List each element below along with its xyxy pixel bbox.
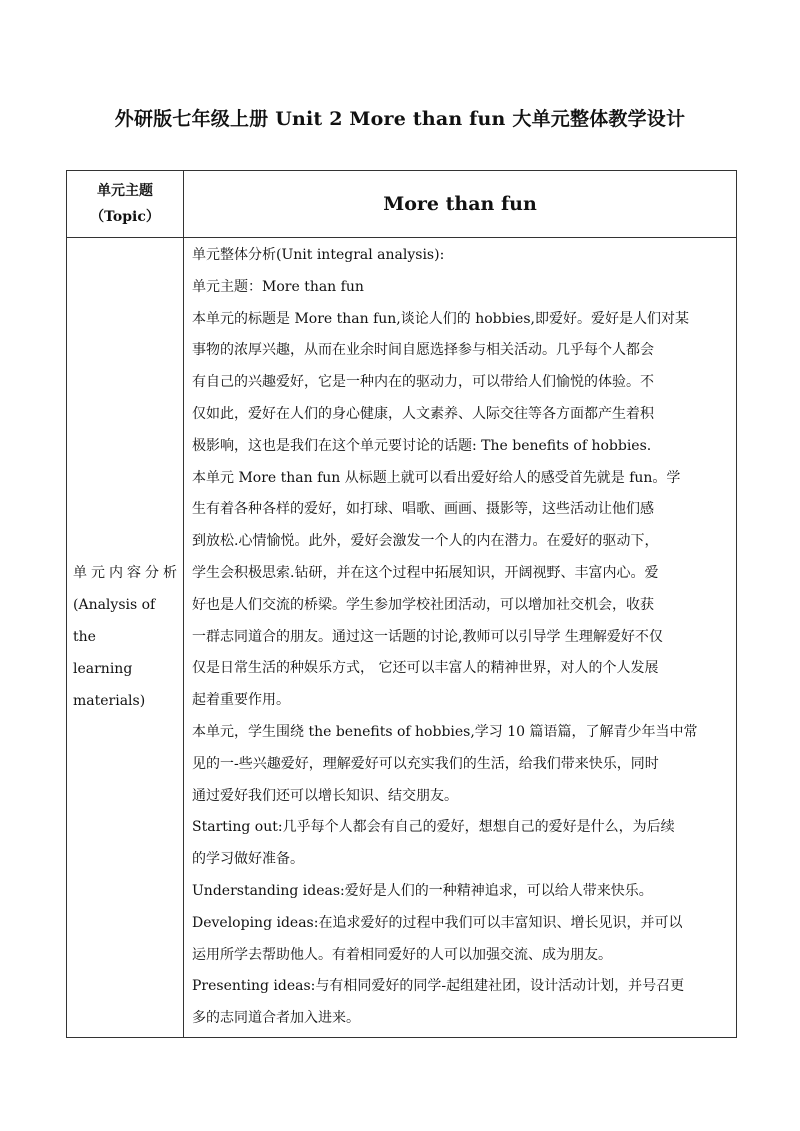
analysis-paragraph xyxy=(192,876,728,908)
paragraph-line: 仅如此，爱好在人们的身心健康，人文素养、人际交往等各方面都产生着积 xyxy=(192,405,654,422)
analysis-paragraph xyxy=(192,717,728,812)
topic-label-cell xyxy=(67,171,184,238)
paragraph-line: 极影响，这也是我们在这个单元要讨论的话题: The benefits of hobbies. xyxy=(192,437,652,454)
paragraph-line: Presenting ideas:与有相同爱好的同学-起组建社团，设计活动计划，并号召更 xyxy=(192,978,685,995)
paragraph-line: 的学习做好准备。 xyxy=(192,851,304,868)
paragraph-line: 起着重要作用。 xyxy=(192,692,290,709)
analysis-paragraph xyxy=(192,463,728,717)
topic-value: More than fun xyxy=(383,193,537,215)
paragraph-line: Understanding ideas:爱好是人们的一种精神追求，可以给人带来快乐。 xyxy=(192,882,653,899)
paragraph-line: 本单元的标题是 More than fun,谈论人们的 hobbies,即爱好。爱好是人们对某 xyxy=(192,310,689,327)
analysis-label-cn: 单元内容分析 xyxy=(73,565,177,582)
analysis-paragraph xyxy=(192,908,728,972)
paragraph-line: 单元整体分析(Unit integral analysis): xyxy=(192,247,445,263)
analysis-paragraph xyxy=(192,272,728,304)
topic-label-en: （Topic） xyxy=(90,209,160,225)
paragraph-line: 仅是日常生活的种娱乐方式， 它还可以丰富人的精神世界，对人的个人发展 xyxy=(192,660,659,677)
paragraph-line: 事物的浓厚兴趣，从而在业余时间自愿选择参与相关活动。几乎每个人都会 xyxy=(192,342,654,359)
paragraph-line: 多的志同道合者加入进来。 xyxy=(192,1010,360,1027)
analysis-paragraph xyxy=(192,971,728,1035)
paragraph-line: 一群志同道合的朋友。通过这一话题的讨论,教师可以引导学 生理解爱好不仅 xyxy=(192,628,663,645)
paragraph-line: 本单元，学生围绕 the benefits of hobbies,学习 10 篇语篇，了解青少年当中常 xyxy=(192,723,698,740)
paragraph-line: 单元主题：More than fun xyxy=(192,278,364,295)
paragraph-line: 生有着各种各样的爱好，如打球、唱歌、画画、摄影等，这些活动让他们感 xyxy=(192,501,654,518)
lesson-design-table xyxy=(66,170,737,1038)
topic-value-cell xyxy=(184,171,737,238)
analysis-paragraph xyxy=(192,240,728,272)
paragraph-line: 见的一-些兴趣爱好，理解爱好可以充实我们的生活，给我们带来快乐，同时 xyxy=(192,755,659,772)
paragraph-line: 通过爱好我们还可以增长知识、结交朋友。 xyxy=(192,787,458,804)
document-title: 外研版七年级上册 Unit 2 More than fun 大单元整体教学设计 xyxy=(114,108,686,130)
analysis-label-en-1: (Analysis of the xyxy=(73,597,156,646)
paragraph-line: 本单元 More than fun 从标题上就可以看出爱好给人的感受首先就是 fun。学 xyxy=(192,469,681,486)
analysis-label-cell xyxy=(67,238,184,1038)
paragraph-line: 到放松.心情愉悦。此外，爱好会激发一个人的内在潜力。在爱好的驱动下， xyxy=(192,533,659,550)
paragraph-line: 有自己的兴趣爱好，它是一种内在的驱动力，可以带给人们愉悦的体验。不 xyxy=(192,374,654,391)
paragraph-line: Starting out:几乎每个人都会有自己的爱好，想想自己的爱好是什么，为后续 xyxy=(192,819,675,836)
analysis-paragraph xyxy=(192,304,728,463)
paragraph-line: 好也是人们交流的桥梁。学生参加学校社团活动，可以增加社交机会，收获 xyxy=(192,596,654,613)
topic-label-cn: 单元主题 xyxy=(97,183,153,199)
paragraph-line: Developing ideas:在追求爱好的过程中我们可以丰富知识、增长见识，并可以 xyxy=(192,914,683,931)
analysis-content-cell xyxy=(184,238,737,1038)
analysis-paragraphs xyxy=(192,240,728,1035)
analysis-label-en-3: materials) xyxy=(73,693,146,710)
analysis-row xyxy=(67,238,737,1038)
topic-row xyxy=(67,171,737,238)
paragraph-line: 学生会积极思索.钻研，并在这个过程中拓展知识，开阔视野、丰富内心。爱 xyxy=(192,564,659,581)
analysis-label-en-2: learning xyxy=(73,661,133,678)
analysis-paragraph xyxy=(192,812,728,876)
paragraph-line: 运用所学去帮助他人。有着相同爱好的人可以加强交流、成为朋友。 xyxy=(192,946,612,963)
